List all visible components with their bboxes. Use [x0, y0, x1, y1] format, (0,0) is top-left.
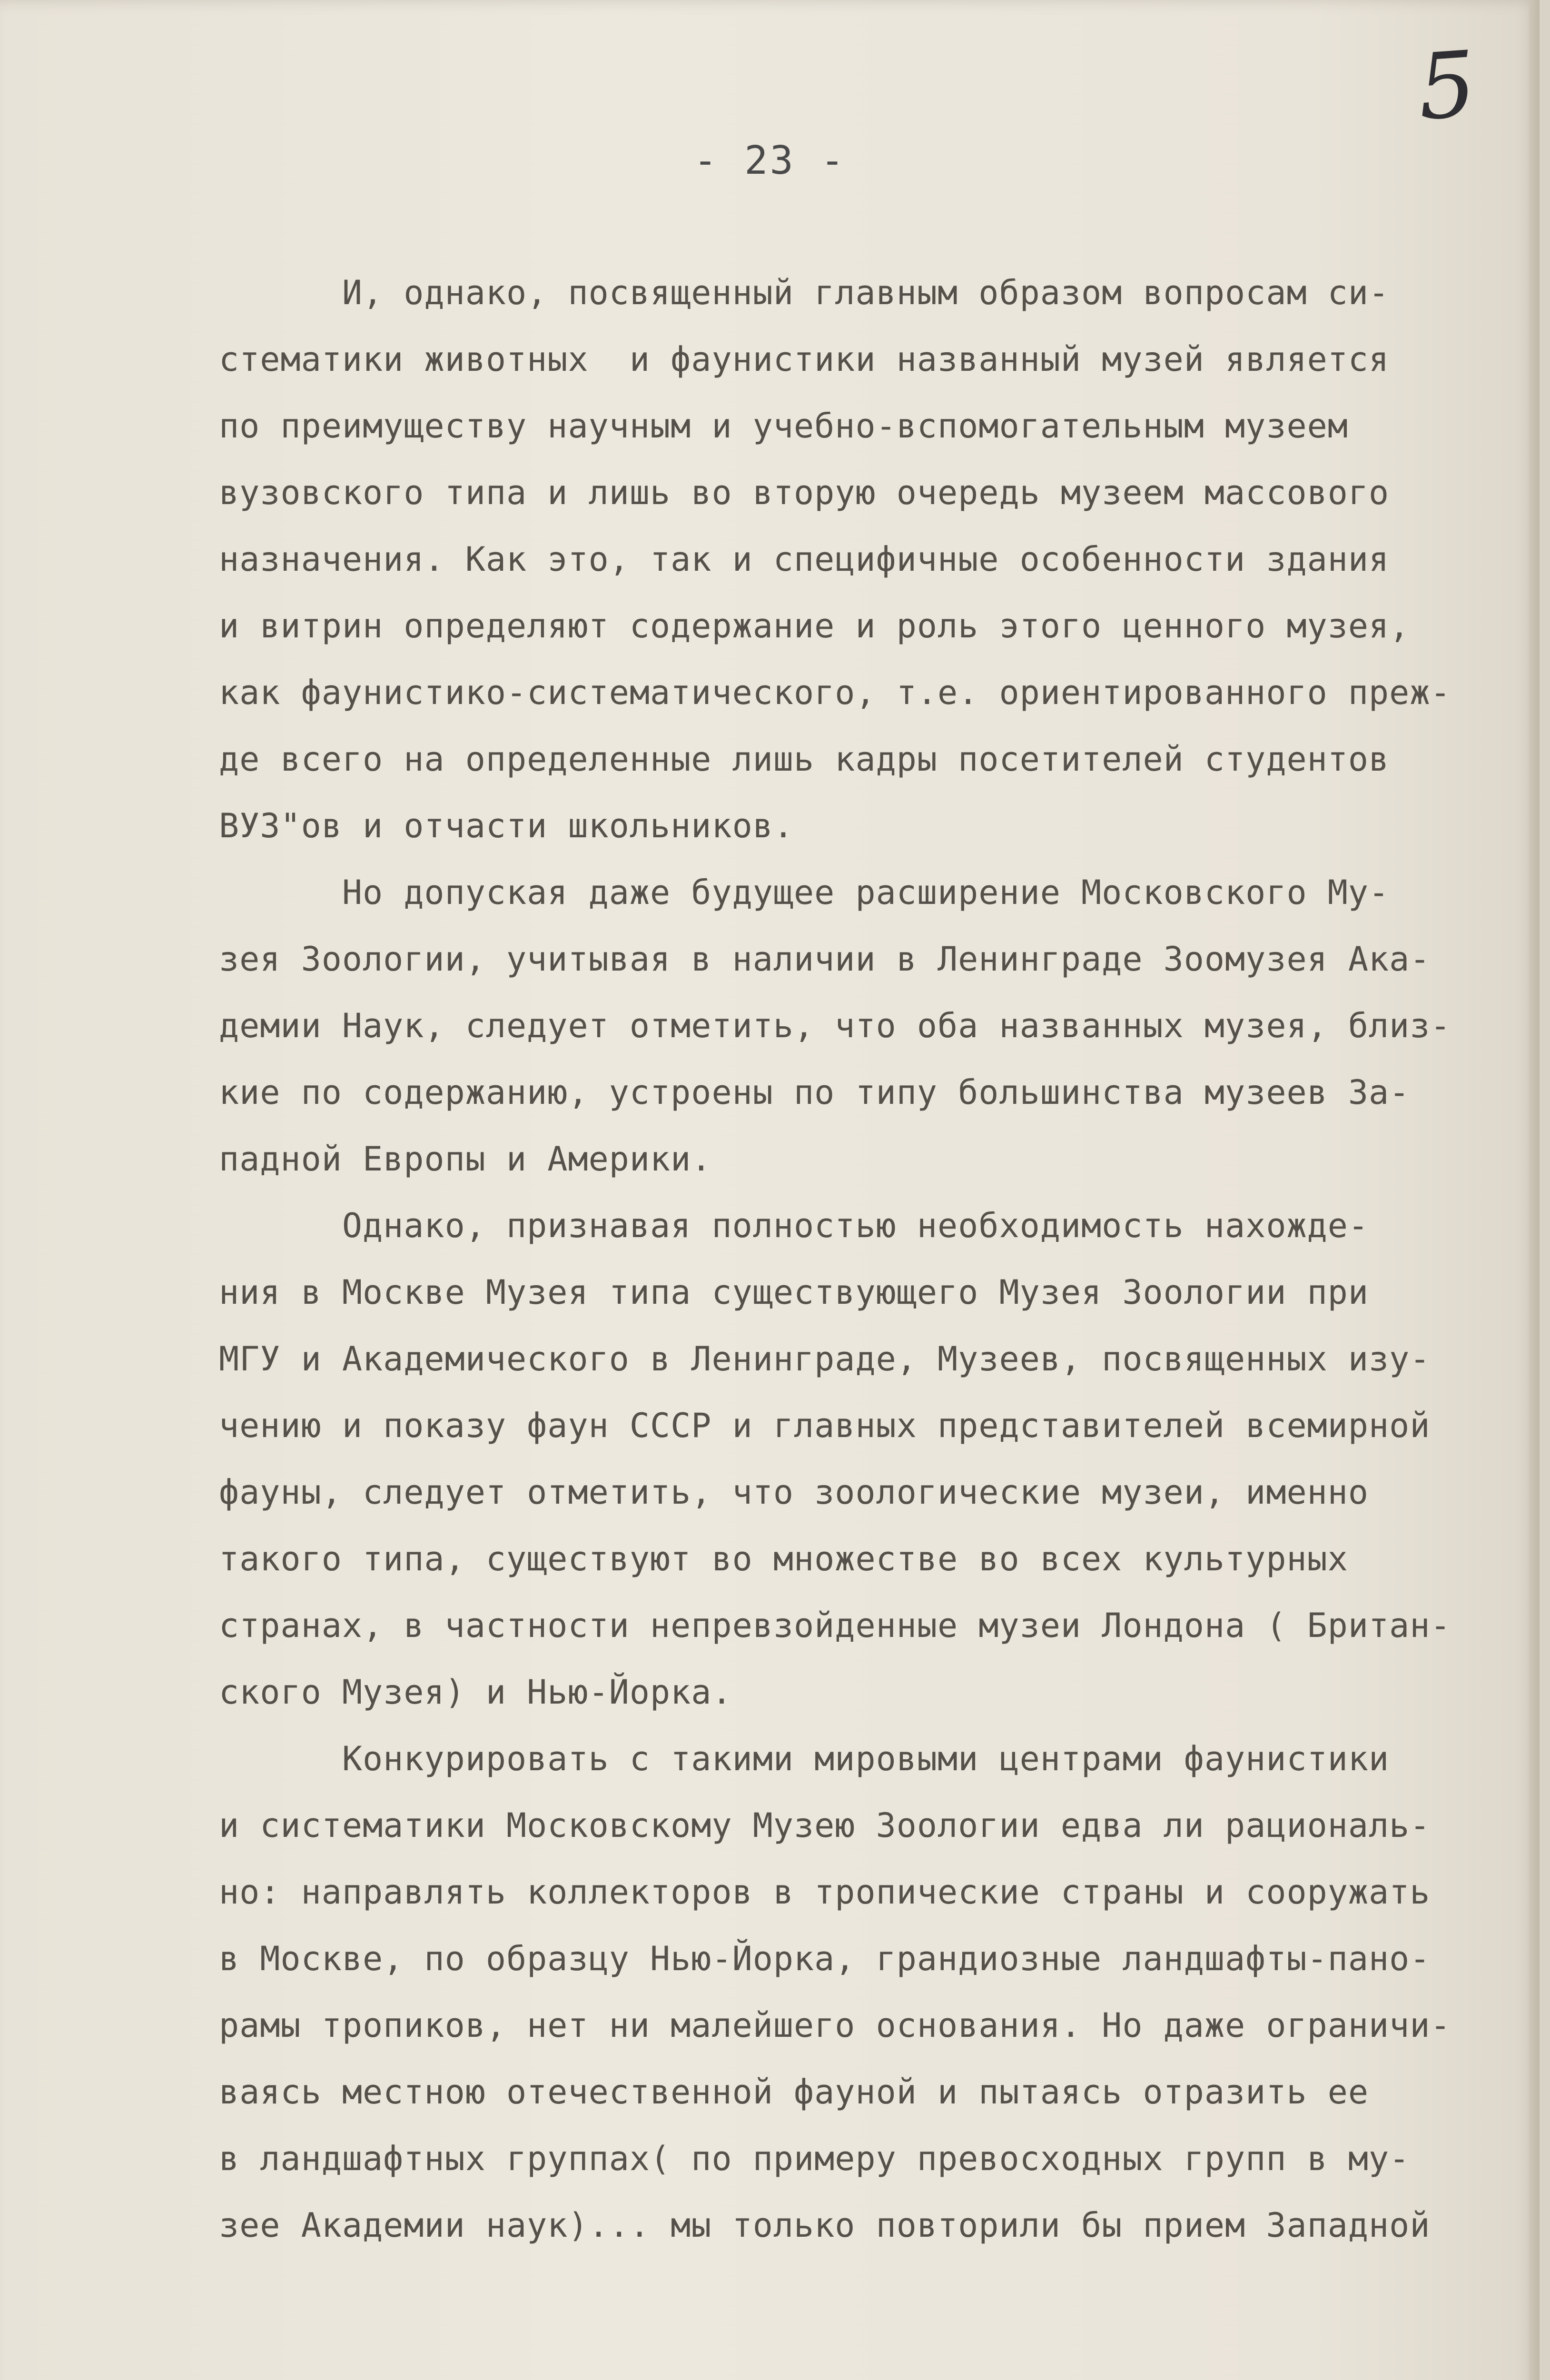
text-line: зея Зоологии, учитывая в наличии в Ленинграде Зоомузея Ака- — [219, 940, 1431, 979]
text-line: по преимуществу научным и учебно-вспомогательным музеем — [219, 407, 1348, 446]
text-line: и витрин определяют содержание и роль этого ценного музея, — [219, 606, 1410, 645]
text-line: Но допуская даже будущее расширение Московского Му- — [219, 873, 1390, 912]
text-line: Однако, признавая полностью необходимость нахожде- — [219, 1206, 1369, 1245]
page-edge — [1529, 0, 1540, 2380]
text-line: чению и показу фаун СССР и главных представителей всемирной — [219, 1406, 1431, 1445]
text-line: Конкурировать с такими мировыми центрами фаунистики — [219, 1739, 1390, 1778]
handwritten-page-number: 5 — [1414, 31, 1480, 140]
text-line: ния в Москве Музея типа существующего Музея Зоологии при — [219, 1273, 1369, 1312]
text-line: де всего на определенные лишь кадры посетителей студентов — [219, 740, 1390, 779]
text-line: вузовского типа и лишь во вторую очередь музеем массового — [219, 473, 1390, 512]
text-line: фауны, следует отметить, что зоологические музеи, именно — [219, 1473, 1369, 1512]
text-line: в Москве, по образцу Нью-Йорка, грандиозные ландшафты-пано- — [219, 1939, 1431, 1978]
text-line: рамы тропиков, нет ни малейшего основания. Но даже ограничи- — [219, 2006, 1451, 2045]
text-line: кие по содержанию, устроены по типу большинства музеев За- — [219, 1073, 1410, 1112]
page-folio: - 23 - — [693, 138, 846, 183]
text-line: в ландшафтных группах( по примеру превосходных групп в му- — [219, 2139, 1410, 2178]
text-line: ВУЗ"ов и отчасти школьников. — [219, 806, 794, 845]
text-line: демии Наук, следует отметить, что оба названных музея, близ- — [219, 1006, 1451, 1045]
text-line: МГУ и Академического в Ленинграде, Музеев, посвященных изу- — [219, 1339, 1431, 1378]
text-line: и систематики Московскому Музею Зоологии едва ли рациональ- — [219, 1806, 1431, 1845]
text-line: стематики животных и фаунистики названный музей является — [219, 340, 1390, 379]
text-line: странах, в частности непревзойденные музеи Лондона ( Британ- — [219, 1606, 1451, 1645]
text-line: ского Музея) и Нью-Йорка. — [219, 1673, 732, 1712]
text-line: как фаунистико-систематического, т.е. ориентированного преж- — [219, 673, 1451, 712]
text-line: И, однако, посвященный главным образом вопросам си- — [219, 273, 1390, 312]
text-line: назначения. Как это, так и специфичные особенности здания — [219, 540, 1390, 579]
body-text — [219, 259, 1494, 2259]
text-line: ваясь местною отечественной фауной и пытаясь отразить ее — [219, 2073, 1369, 2112]
text-line: зее Академии наук)... мы только повторили бы прием Западной — [219, 2206, 1431, 2245]
text-line: такого типа, существуют во множестве во всех культурных — [219, 1539, 1348, 1578]
text-line: но: направлять коллекторов в тропические страны и сооружать — [219, 1873, 1431, 1912]
text-line: падной Европы и Америки. — [219, 1140, 712, 1179]
